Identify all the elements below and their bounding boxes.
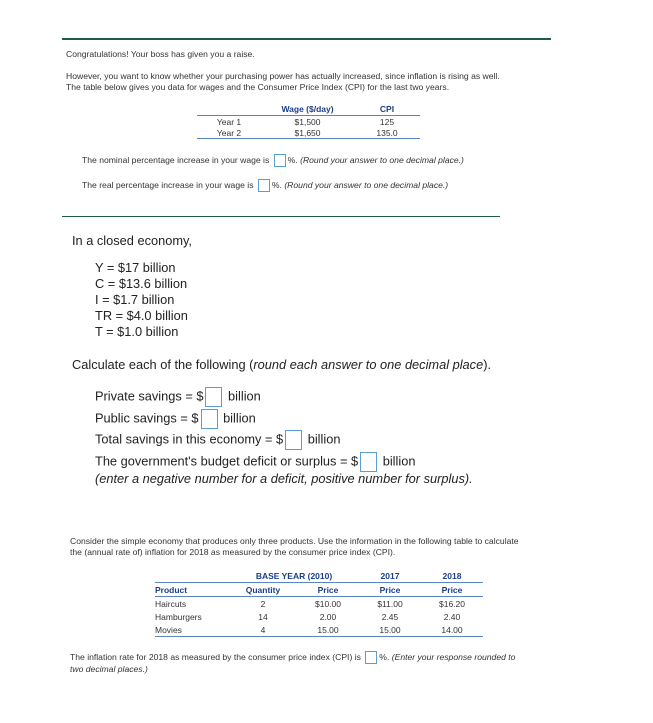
year-label: Year 2 (216, 127, 242, 138)
price-2018-value: 2.40 (443, 611, 461, 622)
raise-intro: Congratulations! Your boss has given you a raise. (66, 49, 255, 59)
table-row (155, 610, 483, 623)
top-divider (62, 38, 551, 40)
total-savings-row: Total savings in this economy = $ billion (95, 430, 340, 450)
base-price-value: 2.00 (319, 611, 337, 622)
base-year-header: BASE YEAR (2010) (255, 570, 333, 581)
inflation-rate-input[interactable] (365, 651, 377, 664)
base-price-value: $10.00 (315, 598, 341, 609)
real-increase-input[interactable] (258, 179, 270, 192)
nominal-question: The nominal percentage increase in your wage is %. (Round your answer to one decimal place.) (82, 154, 464, 167)
product-header: Product (155, 583, 229, 597)
wage-cpi-table (197, 103, 420, 139)
price-2017-header: Price (359, 583, 421, 597)
wage-value: $1,500 (294, 116, 321, 127)
given-tr: TR = $4.0 billion (95, 308, 188, 323)
price-2017-value: $11.00 (377, 598, 403, 609)
public-savings-row: Public savings = $ billion (95, 409, 256, 429)
price-2017-value: 2.45 (381, 611, 399, 622)
cpi-value: 125 (379, 116, 395, 127)
public-savings-input[interactable] (201, 409, 218, 429)
wage-value: $1,650 (294, 127, 321, 138)
table-row (197, 116, 420, 128)
deficit-note: (enter a negative number for a deficit, positive number for surplus). (95, 471, 473, 486)
total-savings-input[interactable] (285, 430, 302, 450)
given-c: C = $13.6 billion (95, 276, 188, 291)
product-name: Movies (155, 624, 182, 635)
product-price-table (155, 569, 483, 637)
base-price-header: Price (297, 583, 359, 597)
table-row (155, 623, 483, 637)
inflation-question: The inflation rate for 2018 as measured by the consumer price index (CPI) is %. (Enter your response rounded to two decimal places.) (70, 651, 516, 674)
closed-economy-heading: In a closed economy, (72, 233, 192, 248)
product-name: Haircuts (155, 598, 187, 609)
private-savings-row: Private savings = $ billion (95, 387, 261, 407)
given-y: Y = $17 billion (95, 260, 176, 275)
real-question: The real percentage increase in your wage is %. (Round your answer to one decimal place.) (82, 179, 448, 192)
given-i: I = $1.7 billion (95, 292, 175, 307)
table-corner (197, 103, 261, 116)
deficit-input[interactable] (360, 452, 377, 472)
purchasing-power-intro: However, you want to know whether your purchasing power has actually increased, since inflation is rising as well. The table below gives you data for wages and the Consumer Price Index (CPI) for the last two years. (66, 71, 500, 92)
givens-list (95, 260, 188, 340)
year-2018-header: 2018 (442, 570, 462, 581)
quantity-value: 14 (258, 611, 268, 622)
price-2018-value: $16.20 (439, 598, 465, 609)
year-2017-header: 2017 (380, 570, 400, 581)
base-price-value: 15.00 (317, 624, 339, 635)
table-row (155, 597, 483, 611)
quantity-header: Quantity (229, 583, 297, 597)
cpi-header: CPI (354, 103, 420, 116)
price-2018-value: 14.00 (441, 624, 463, 635)
price-2018-header: Price (421, 583, 483, 597)
price-2017-value: 15.00 (379, 624, 401, 635)
product-name: Hamburgers (155, 611, 202, 622)
cpi-value: 135.0 (376, 127, 398, 138)
nominal-increase-input[interactable] (274, 154, 286, 167)
cpi-intro: Consider the simple economy that produces only three products. Use the information in the following table to calculate the (annual rate of) inflation for 2018 as measured by the consumer price index (CPI). (70, 536, 519, 557)
quantity-value: 2 (260, 598, 266, 609)
wage-header: Wage ($/day) (261, 103, 354, 116)
calc-instruction: Calculate each of the following (round each answer to one decimal place). (72, 357, 492, 372)
private-savings-input[interactable] (205, 387, 222, 407)
given-t: T = $1.0 billion (95, 324, 179, 339)
deficit-row: The government's budget deficit or surplus = $ billion (95, 452, 415, 472)
table-row (197, 127, 420, 139)
quantity-value: 4 (260, 624, 266, 635)
year-label: Year 1 (216, 116, 242, 127)
middle-divider (62, 216, 500, 217)
